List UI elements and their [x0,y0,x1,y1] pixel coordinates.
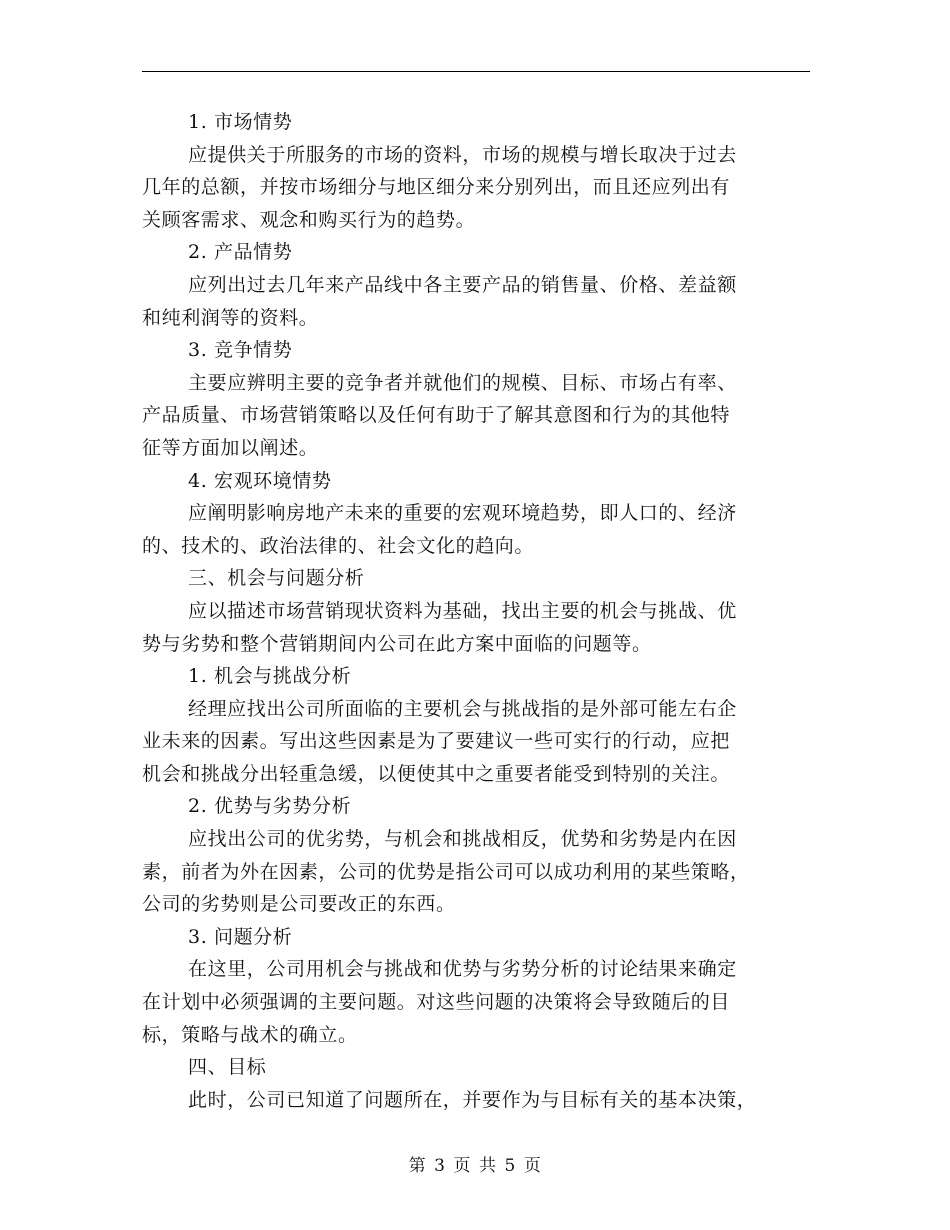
document-body [142,106,810,1116]
text-line: 素，前者为外在因素，公司的优势是指公司可以成功利用的某些策略， [142,860,750,883]
text-line: 公司的劣势则是公司要改正的东西。 [142,893,456,916]
text-line: 四、目标 [188,1056,267,1079]
text-line: 和纯利润等的资料。 [142,306,319,329]
text-line: 1. 机会与挑战分析 [188,665,352,688]
text-line: 业未来的因素。写出这些因素是为了要建议一些可实行的行动，应把 [142,730,731,753]
text-line: 征等方面加以阐述。 [142,436,319,459]
text-line: 机会和挑战分出轻重急缓，以便使其中之重要者能受到特别的关注。 [142,762,731,785]
text-line: 4. 宏观环境情势 [188,469,332,492]
page-footer [0,1151,950,1176]
footer-prefix: 第 [408,1156,427,1176]
text-line: 在这里，公司用机会与挑战和优势与劣势分析的讨论结果来确定 [188,958,737,981]
text-line: 在计划中必须强调的主要问题。对这些问题的决策将会导致随后的目 [142,991,731,1014]
text-line: 标，策略与战术的确立。 [142,1023,358,1046]
text-line: 势与劣势和整个营销期间内公司在此方案中面临的问题等。 [142,632,652,655]
text-line: 应找出公司的优劣势，与机会和挑战相反，优势和劣势是内在因 [188,828,737,851]
text-line: 应阐明影响房地产未来的重要的宏观环境趋势，即人口的、经济 [188,502,737,525]
text-line: 2. 产品情势 [188,241,293,264]
footer-total-word: 共 [479,1156,497,1176]
text-line: 的、技术的、政治法律的、社会文化的趋向。 [142,534,535,557]
text-line: 此时，公司已知道了问题所在，并要作为与目标有关的基本决策， [188,1088,757,1111]
text-line: 应提供关于所服务的市场的资料，市场的规模与增长取决于过去 [188,143,737,166]
text-line: 关顾客需求、观念和购买行为的趋势。 [142,208,476,231]
footer-current-page: 3 [434,1156,446,1176]
text-line: 产品质量、市场营销策略以及任何有助于了解其意图和行为的其他特 [142,404,731,427]
text-line: 3. 竞争情势 [188,339,293,362]
text-line: 三、机会与问题分析 [188,567,365,590]
text-line: 2. 优势与劣势分析 [188,795,352,818]
text-line: 应以描述市场营销现状资料为基础，找出主要的机会与挑战、优 [188,599,737,622]
text-line: 主要应辨明主要的竞争者并就他们的规模、目标、市场占有率、 [188,371,737,394]
footer-suffix: 页 [523,1156,542,1176]
text-line: 3. 问题分析 [188,925,293,948]
footer-page-word: 页 [453,1156,471,1176]
text-line: 应列出过去几年来产品线中各主要产品的销售量、价格、差益额 [188,273,737,296]
footer-total-pages: 5 [504,1156,516,1176]
header-rule [142,71,810,72]
text-line: 几年的总额，并按市场细分与地区细分来分别列出，而且还应列出有 [142,176,731,199]
text-line: 经理应找出公司所面临的主要机会与挑战指的是外部可能左右企 [188,697,737,720]
text-line: 1. 市场情势 [188,111,293,133]
